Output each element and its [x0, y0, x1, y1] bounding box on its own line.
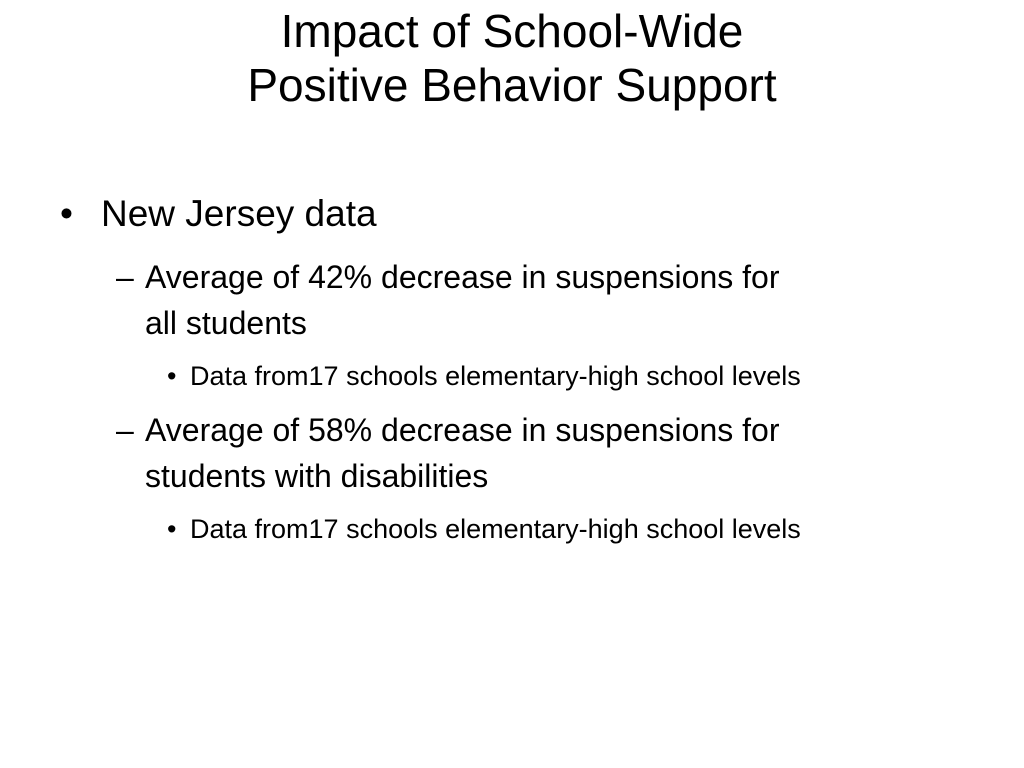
level3-bullet-1: •	[167, 361, 177, 391]
level2-item-2-line-1: Average of 58% decrease in suspensions for	[145, 412, 780, 448]
level3-bullet-2: •	[167, 514, 177, 544]
level2-item-1-line-2: all students	[145, 305, 307, 341]
level2-item-1-line-1: Average of 42% decrease in suspensions for	[145, 259, 780, 295]
level1-bullet: •	[60, 193, 73, 234]
level3-detail-2: Data from17 schools elementary-high school levels	[190, 514, 801, 544]
title-line-2: Positive Behavior Support	[247, 59, 777, 111]
level2-item-2-line-2: students with disabilities	[145, 458, 489, 494]
level1-text: New Jersey data	[101, 193, 377, 234]
level2-dash-1: –	[116, 259, 134, 295]
level2-dash-2: –	[116, 412, 134, 448]
title-line-1: Impact of School-Wide	[280, 5, 744, 57]
level3-detail-1: Data from17 schools elementary-high school levels	[190, 361, 801, 391]
